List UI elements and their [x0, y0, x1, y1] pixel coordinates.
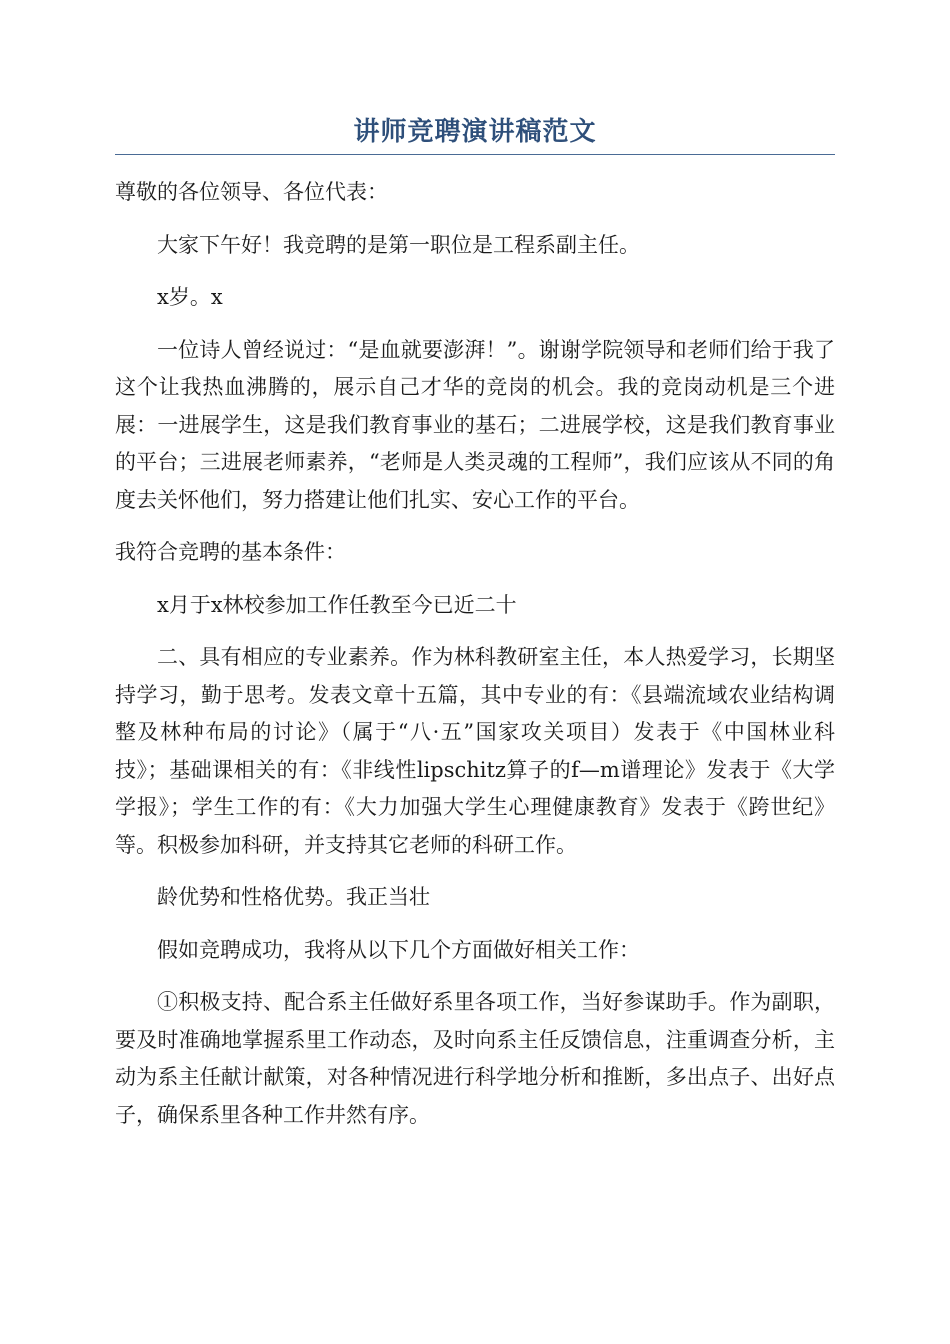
conditions-heading: 我符合竞聘的基本条件： [115, 540, 346, 564]
age-advantage-paragraph: 龄优势和性格优势。我正当壮 [157, 885, 430, 909]
plan-intro-paragraph: 假如竞聘成功，我将从以下几个方面做好相关工作： [157, 937, 640, 962]
professional-qualities-paragraph: 二、具有相应的专业素养。作为林科教研室主任，本人热爱学习，长期坚持学习，勤于思考。发表文章十五篇，其中专业的有：《县端流域农业结构调整及林种布局的讨论》（属于“八·五”国家攻关项目）发表于《中国林业科技》；基础课相关的有：《非线性lipschitz算子的f—m谱理论》发表于《大学学报》；学生工作的有：《大力加强大学生心理健康教育》发表于《跨世纪》等。积极参加科研，并支持其它老师的科研工作。 [115, 645, 835, 857]
salutation-paragraph: 尊敬的各位领导、各位代表： [115, 180, 388, 204]
document-body [115, 174, 835, 1134]
age-paragraph: x岁。x [157, 285, 223, 309]
motivation-paragraph: 一位诗人曾经说过：“是血就要澎湃！”。谢谢学院领导和老师们给于我了这个让我热血沸腾的，展示自己才华的竞岗的机会。我的竞岗动机是三个进展：一进展学生，这是我们教育事业的基石；二进展学校，这是我们教育事业的平台；三进展老师素养，“老师是人类灵魂的工程师”，我们应该从不同的角度去关怀他们，努力搭建让他们扎实、安心工作的平台。 [115, 337, 835, 512]
document-title: 讲师竞聘演讲稿范文 [353, 117, 597, 147]
plan-item-1-paragraph: ①积极支持、配合系主任做好系里各项工作，当好参谋助手。作为副职，要及时准确地掌握系里工作动态，及时向系主任反馈信息，注重调查分析，主动为系主任献计献策，对各种情况进行科学地分析和推断，多出点子、出好点子，确保系里各种工作井然有序。 [115, 990, 835, 1127]
work-experience-paragraph: x月于x林校参加工作任教至今已近二十 [157, 592, 517, 617]
greeting-paragraph: 大家下午好！我竞聘的是第一职位是工程系副主任。 [157, 232, 640, 257]
title-underline [115, 154, 835, 155]
